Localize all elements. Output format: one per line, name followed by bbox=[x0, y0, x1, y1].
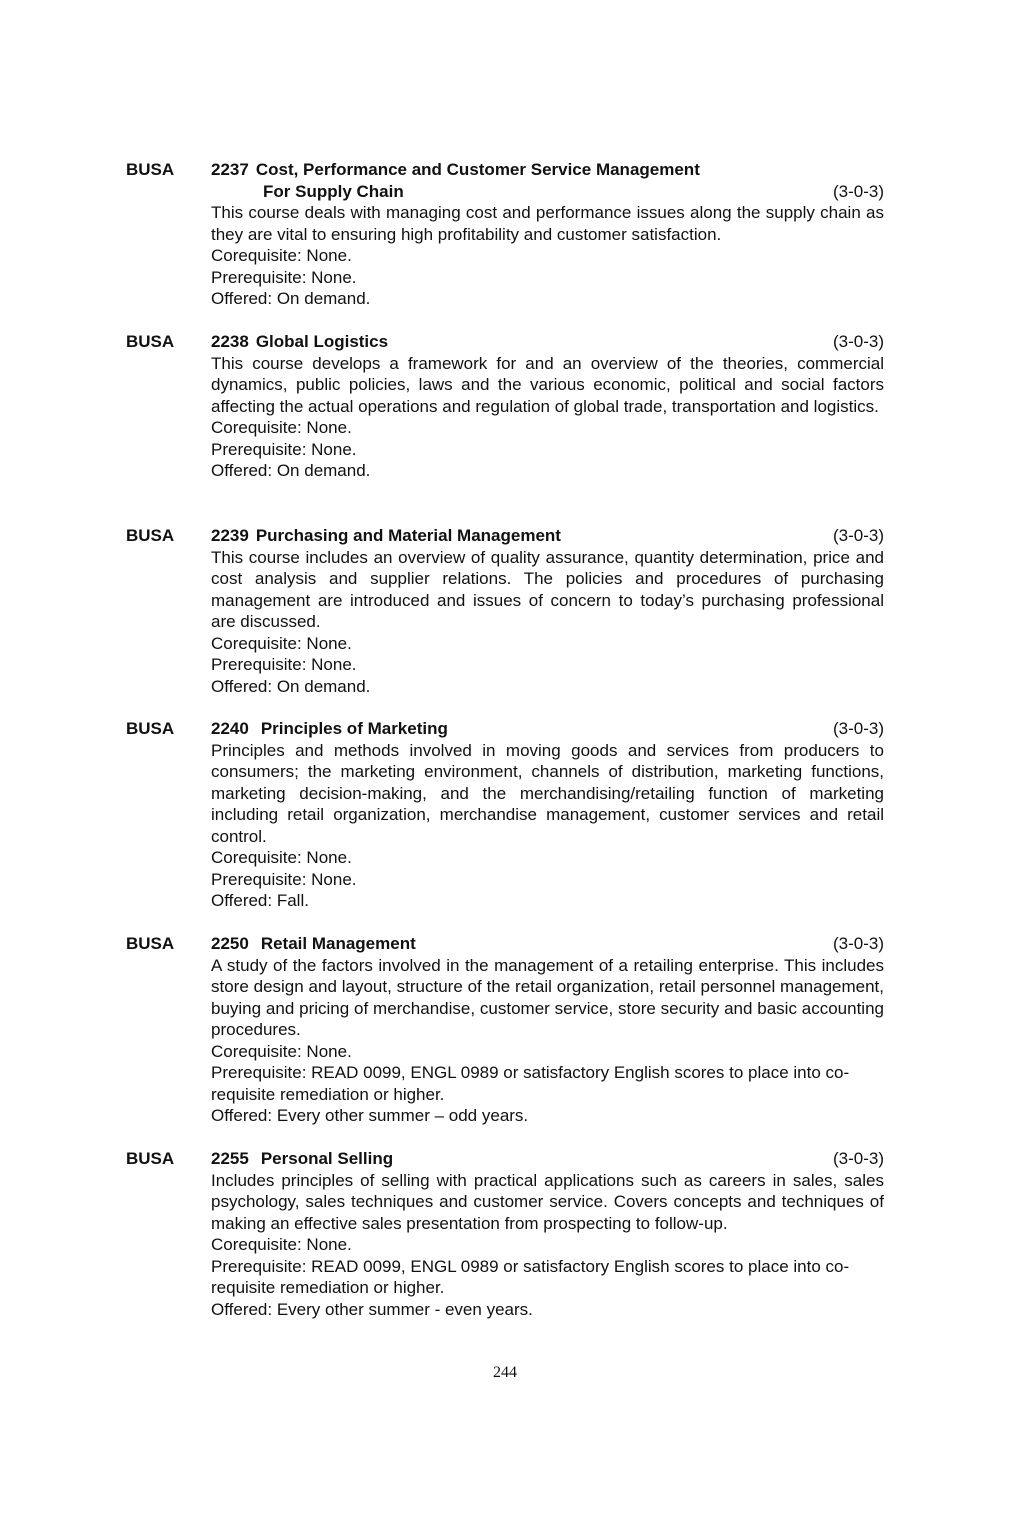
course-prerequisite: Prerequisite: None. bbox=[211, 267, 357, 287]
course-number: 2239 bbox=[211, 526, 249, 545]
course-title: Principles of Marketing bbox=[260, 719, 448, 738]
course-department: BUSA bbox=[126, 160, 175, 179]
course-description: Principles and methods involved in moving goods and services from producers to consumers; the marketing environment, channels of distribution, marketing functions, marketing decision-making, and the merchandising/retailing function of marketing including retail organization, merchandise management, customer services and retail control. bbox=[211, 740, 884, 846]
course-corequisite: Corequisite: None. bbox=[211, 1041, 352, 1061]
course-title: Personal Selling bbox=[260, 1149, 394, 1168]
course-title: Global Logistics bbox=[255, 332, 389, 351]
course-description: This course includes an overview of quality assurance, quantity determination, price and cost analysis and supplier relations. The policies and procedures of purchasing management are introduced and issues of concern to today’s purchasing professional are discussed. bbox=[211, 547, 884, 631]
course-entry bbox=[126, 933, 884, 1127]
course-description: This course develops a framework for and an overview of the theories, commercial dynamics, public policies, laws and the various economic, political and social factors affecting the actual operations and regulation of global trade, transportation and logistics. bbox=[211, 353, 884, 416]
course-title-line2: For Supply Chain bbox=[263, 181, 404, 201]
course-department: BUSA bbox=[126, 332, 175, 351]
course-entry bbox=[126, 718, 884, 912]
course-heading bbox=[126, 525, 884, 547]
course-prerequisite: Prerequisite: None. bbox=[211, 655, 357, 674]
course-entry bbox=[126, 159, 884, 310]
course-number: 2255 bbox=[211, 1149, 249, 1168]
course-department: BUSA bbox=[126, 526, 175, 545]
page-number: 244 bbox=[493, 1364, 517, 1381]
course-description: A study of the factors involved in the management of a retailing enterprise. This includes store design and layout, structure of the retail organization, retail personnel management, buying and pricing of merchandise, customer service, store security and basic accounting procedures. bbox=[211, 955, 884, 1039]
course-corequisite: Corequisite: None. bbox=[211, 1235, 352, 1254]
course-heading bbox=[126, 718, 884, 740]
course-title: Cost, Performance and Customer Service Management bbox=[255, 160, 700, 179]
course-heading bbox=[126, 933, 884, 955]
course-heading bbox=[126, 331, 884, 353]
course-credits: (3-0-3) bbox=[832, 526, 884, 545]
course-prerequisite: Prerequisite: None. bbox=[211, 439, 357, 459]
course-corequisite: Corequisite: None. bbox=[211, 418, 352, 437]
course-heading bbox=[126, 1148, 884, 1170]
course-prerequisite: Prerequisite: READ 0099, ENGL 0989 or satisfactory English scores to place into co-requisite remediation or higher. bbox=[211, 1063, 850, 1104]
course-offered: Offered: On demand. bbox=[211, 676, 371, 696]
course-credits: (3-0-3) bbox=[832, 1149, 884, 1168]
course-corequisite: Corequisite: None. bbox=[211, 633, 352, 653]
course-credits: (3-0-3) bbox=[832, 934, 884, 953]
course-credits: (3-0-3) bbox=[832, 332, 884, 351]
course-credits: (3-0-3) bbox=[832, 181, 884, 201]
course-offered: Offered: Fall. bbox=[211, 891, 309, 910]
course-number: 2250 bbox=[211, 934, 249, 953]
course-entry bbox=[126, 1148, 884, 1320]
course-corequisite: Corequisite: None. bbox=[211, 246, 352, 265]
course-prerequisite: Prerequisite: READ 0099, ENGL 0989 or satisfactory English scores to place into co-requisite remediation or higher. bbox=[211, 1256, 850, 1297]
course-offered: Offered: Every other summer – odd years. bbox=[211, 1106, 529, 1125]
course-heading-continued bbox=[126, 181, 884, 203]
course-number: 2238 bbox=[211, 332, 249, 351]
course-heading bbox=[126, 159, 884, 181]
course-prerequisite: Prerequisite: None. bbox=[211, 869, 357, 889]
course-offered: Offered: On demand. bbox=[211, 461, 371, 480]
course-number: 2237 bbox=[211, 160, 249, 179]
course-offered: Offered: Every other summer - even years. bbox=[211, 1299, 533, 1319]
course-offered: Offered: On demand. bbox=[211, 289, 371, 308]
course-number: 2240 bbox=[211, 719, 249, 738]
course-description: This course deals with managing cost and performance issues along the supply chain as they are vital to ensuring high profitability and customer satisfaction. bbox=[211, 203, 884, 244]
course-credits: (3-0-3) bbox=[832, 719, 884, 738]
course-corequisite: Corequisite: None. bbox=[211, 848, 352, 867]
course-description: Includes principles of selling with practical applications such as careers in sales, sales psychology, sales techniques and customer service. Covers concepts and techniques of making an effective sales presentation from prospecting to follow-up. bbox=[211, 1170, 884, 1233]
course-department: BUSA bbox=[126, 719, 175, 738]
course-entry bbox=[126, 525, 884, 697]
course-title: Purchasing and Material Management bbox=[255, 526, 561, 545]
course-entry bbox=[126, 331, 884, 482]
course-department: BUSA bbox=[126, 934, 175, 953]
course-title: Retail Management bbox=[260, 934, 416, 953]
course-department: BUSA bbox=[126, 1149, 175, 1168]
